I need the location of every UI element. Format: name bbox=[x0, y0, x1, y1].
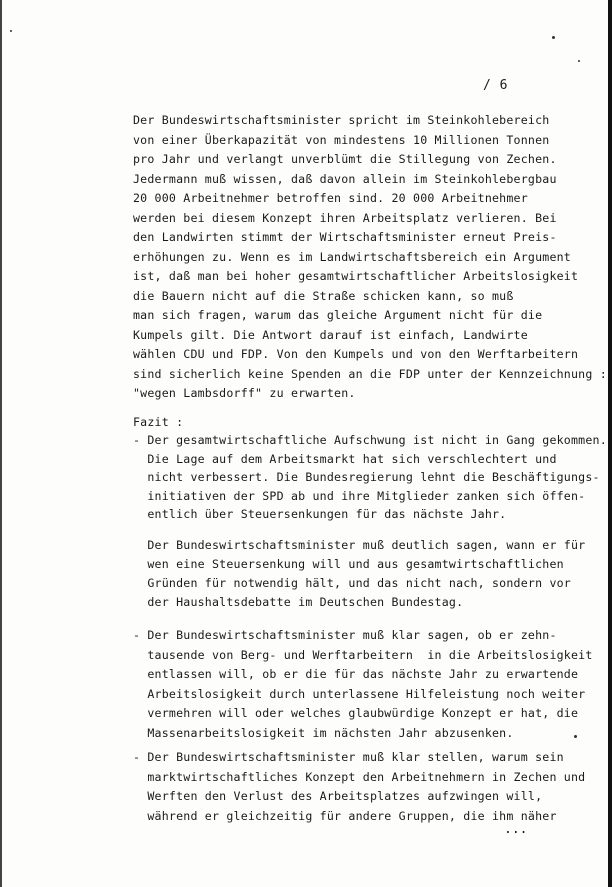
paragraph-line: den Landwirten stimmt der Wirtschaftsminister erneut Preis- bbox=[133, 230, 557, 244]
bullet2-line: Massenarbeitslosigkeit im nächsten Jahr abzusenken. bbox=[133, 725, 514, 740]
paragraph-line: 20 000 Arbeitnehmer betroffen sind. 20 000 Arbeitnehmer bbox=[133, 191, 528, 205]
paragraph2-line: wen eine Steuersenkung will und aus gesamtwirtschaftlichen bbox=[133, 557, 564, 571]
scan-speck bbox=[578, 60, 580, 62]
paragraph-line: Jedermann muß wissen, daß davon allein im Steinkohlebergbau bbox=[133, 171, 557, 186]
page-number: / 6 bbox=[483, 78, 508, 93]
paragraph2-line: Gründen für notwendig hält, und das nicht nach, sondern vor bbox=[133, 576, 571, 590]
bullet2-line: Arbeitslosigkeit durch unterlassene Hilfeleistung noch weiter bbox=[133, 686, 586, 701]
scan-border-left bbox=[0, 0, 2, 887]
paragraph-line: Kumpels gilt. Die Antwort darauf ist einfach, Landwirte bbox=[133, 327, 528, 342]
bullet2-line: entlassen will, ob er die für das nächste Jahr zu erwartende bbox=[133, 667, 579, 681]
paragraph-line: "wegen Lambsdorff" zu erwarten. bbox=[133, 386, 356, 400]
bullet2-line: tausende von Berg- und Werftarbeitern in die Arbeitslosigkeit bbox=[133, 647, 593, 662]
continuation-dots: ... bbox=[504, 822, 528, 837]
paragraph-line: pro Jahr und verlangt unverblümt die Stillegung von Zechen. bbox=[133, 152, 557, 166]
paragraph-line: sind sicherlich keine Spenden an die FDP unter der Kennzeichnung : bbox=[133, 366, 607, 381]
bullet3-line: marktwirtschaftliches Konzept den Arbeitnehmern in Zechen und bbox=[133, 769, 586, 784]
paragraph-line: ist, daß man bei hoher gesamtwirtschaftlicher Arbeitslosigkeit bbox=[133, 269, 579, 283]
paragraph-line: Der Bundeswirtschaftsminister spricht im Steinkohlebereich bbox=[133, 113, 550, 127]
fazit-heading: Fazit : bbox=[133, 415, 184, 429]
scan-speck bbox=[574, 735, 577, 738]
bullet3-line: Werften den Verlust des Arbeitsplatzes aufzwingen will, bbox=[133, 789, 543, 803]
scan-speck bbox=[10, 30, 12, 32]
bullet3-line: - Der Bundeswirtschaftsminister muß klar stellen, warum sein bbox=[133, 750, 564, 764]
bullet1-line: nicht verbessert. Die Bundesregierung lehnt die Beschäftigungs- bbox=[133, 470, 600, 484]
paragraph-line: die Bauern nicht auf die Straße schicken kann, so muß bbox=[133, 288, 514, 303]
bullet1-line: entlich über Steuersenkungen für das nächste Jahr. bbox=[133, 507, 507, 521]
scan-border-right bbox=[608, 0, 612, 887]
paragraph-line: erhöhungen zu. Wenn es im Landwirtschaftsbereich ein Argument bbox=[133, 249, 571, 264]
bullet3-line: während er gleichzeitig für andere Gruppen, die ihm näher bbox=[133, 808, 557, 823]
bullet2-line: vermehren will oder welches glaubwürdige Konzept er hat, die bbox=[133, 706, 579, 720]
paragraph-line: werden bei diesem Konzept ihren Arbeitsplatz verlieren. Bei bbox=[133, 210, 557, 225]
paragraph-line: man sich fragen, warum das gleiche Argument nicht für die bbox=[133, 308, 543, 322]
bullet1-line: initiativen der SPD ab und ihre Mitglieder zanken sich öffen- bbox=[133, 488, 586, 503]
paragraph2-line: der Haushaltsdebatte im Deutschen Bundestag. bbox=[133, 595, 464, 609]
bullet1-line: - Der gesamtwirtschaftliche Aufschwung ist nicht in Gang gekommen. bbox=[133, 433, 607, 447]
bullet1-line: Die Lage auf dem Arbeitsmarkt hat sich verschlechtert und bbox=[133, 451, 557, 466]
paragraph-line: von einer Überkapazität von mindestens 10 Millionen Tonnen bbox=[133, 132, 550, 147]
scan-speck bbox=[552, 36, 555, 39]
bullet2-line: - Der Bundeswirtschaftsminister muß klar sagen, ob er zehn- bbox=[133, 628, 557, 642]
paragraph-line: wählen CDU und FDP. Von den Kumpels und von den Werftarbeitern bbox=[133, 347, 579, 361]
paragraph2-line: Der Bundeswirtschaftsminister muß deutlich sagen, wann er für bbox=[133, 538, 586, 552]
